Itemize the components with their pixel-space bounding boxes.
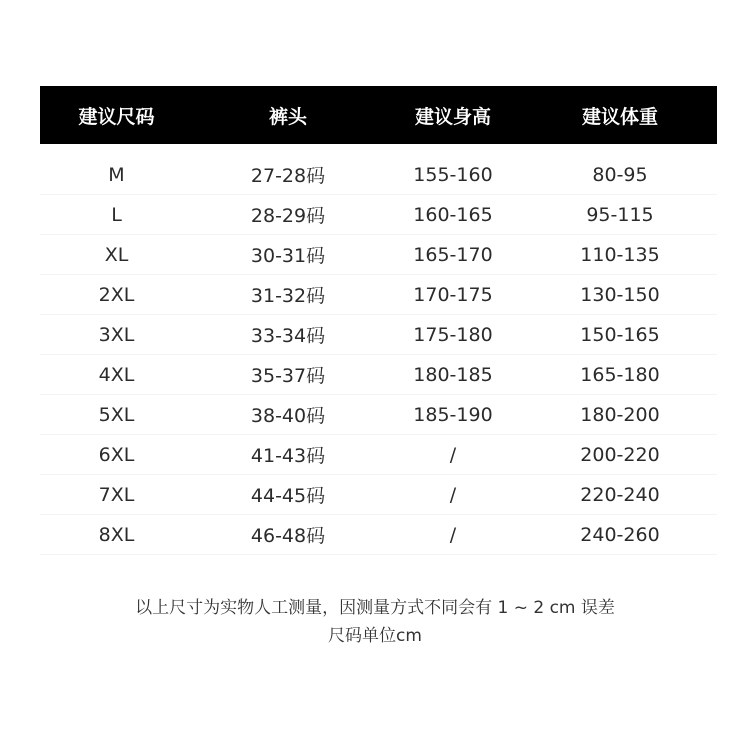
- header-suggested-height: 建议身高: [414, 105, 491, 128]
- weight-cell: 130-150: [580, 283, 660, 306]
- height-cell: 185-190: [413, 403, 493, 426]
- table-row: [40, 235, 717, 275]
- size-cell: 7XL: [98, 483, 135, 506]
- table-row: [40, 355, 717, 395]
- height-cell: 155-160: [413, 163, 493, 186]
- size-cell: 5XL: [98, 403, 135, 426]
- waist-cell: 31-32码: [250, 285, 326, 307]
- waist-cell: 28-29码: [250, 205, 326, 227]
- table-row: [40, 435, 717, 475]
- waist-cell: 33-34码: [250, 325, 326, 347]
- header-waist: 裤头: [268, 105, 307, 128]
- size-cell: 4XL: [98, 363, 135, 386]
- size-cell: 6XL: [98, 443, 135, 466]
- height-cell: 175-180: [413, 323, 493, 346]
- waist-cell: 27-28码: [250, 165, 326, 187]
- size-cell: M: [108, 163, 125, 186]
- weight-cell: 180-200: [580, 403, 660, 426]
- weight-cell: 150-165: [580, 323, 660, 346]
- weight-cell: 165-180: [580, 363, 660, 386]
- header-suggested-size: 建议尺码: [78, 105, 155, 128]
- height-cell: 170-175: [413, 283, 493, 306]
- height-cell: 160-165: [413, 203, 493, 226]
- table-row: [40, 275, 717, 315]
- measurement-notes: [0, 594, 750, 650]
- table-header: [40, 86, 717, 144]
- measurement-note: 以上尺寸为实物人工测量，因测量方式不同会有 1 ~ 2 cm 误差: [135, 598, 615, 618]
- height-cell: /: [449, 483, 457, 506]
- waist-cell: 41-43码: [250, 445, 326, 467]
- table-row: [40, 315, 717, 355]
- size-cell: XL: [104, 243, 129, 266]
- table-row: [40, 475, 717, 515]
- size-cell: 8XL: [98, 523, 135, 546]
- header-suggested-weight: 建议体重: [581, 105, 658, 128]
- waist-cell: 46-48码: [250, 525, 326, 547]
- table-body: [40, 155, 717, 555]
- waist-cell: 30-31码: [250, 245, 326, 267]
- unit-note: 尺码单位cm: [328, 626, 422, 646]
- table-row: [40, 395, 717, 435]
- table-row: [40, 515, 717, 555]
- waist-cell: 38-40码: [250, 405, 326, 427]
- waist-cell: 44-45码: [250, 485, 326, 507]
- weight-cell: 110-135: [580, 243, 660, 266]
- height-cell: /: [449, 443, 457, 466]
- height-cell: 165-170: [413, 243, 493, 266]
- waist-cell: 35-37码: [250, 365, 326, 387]
- weight-cell: 200-220: [580, 443, 660, 466]
- weight-cell: 240-260: [580, 523, 660, 546]
- height-cell: 180-185: [413, 363, 493, 386]
- size-cell: 3XL: [98, 323, 135, 346]
- size-cell: L: [111, 203, 122, 226]
- weight-cell: 95-115: [586, 203, 654, 226]
- weight-cell: 80-95: [592, 163, 648, 186]
- height-cell: /: [449, 523, 457, 546]
- table-row: [40, 155, 717, 195]
- size-cell: 2XL: [98, 283, 135, 306]
- size-chart-table: [40, 86, 717, 555]
- table-row: [40, 195, 717, 235]
- weight-cell: 220-240: [580, 483, 660, 506]
